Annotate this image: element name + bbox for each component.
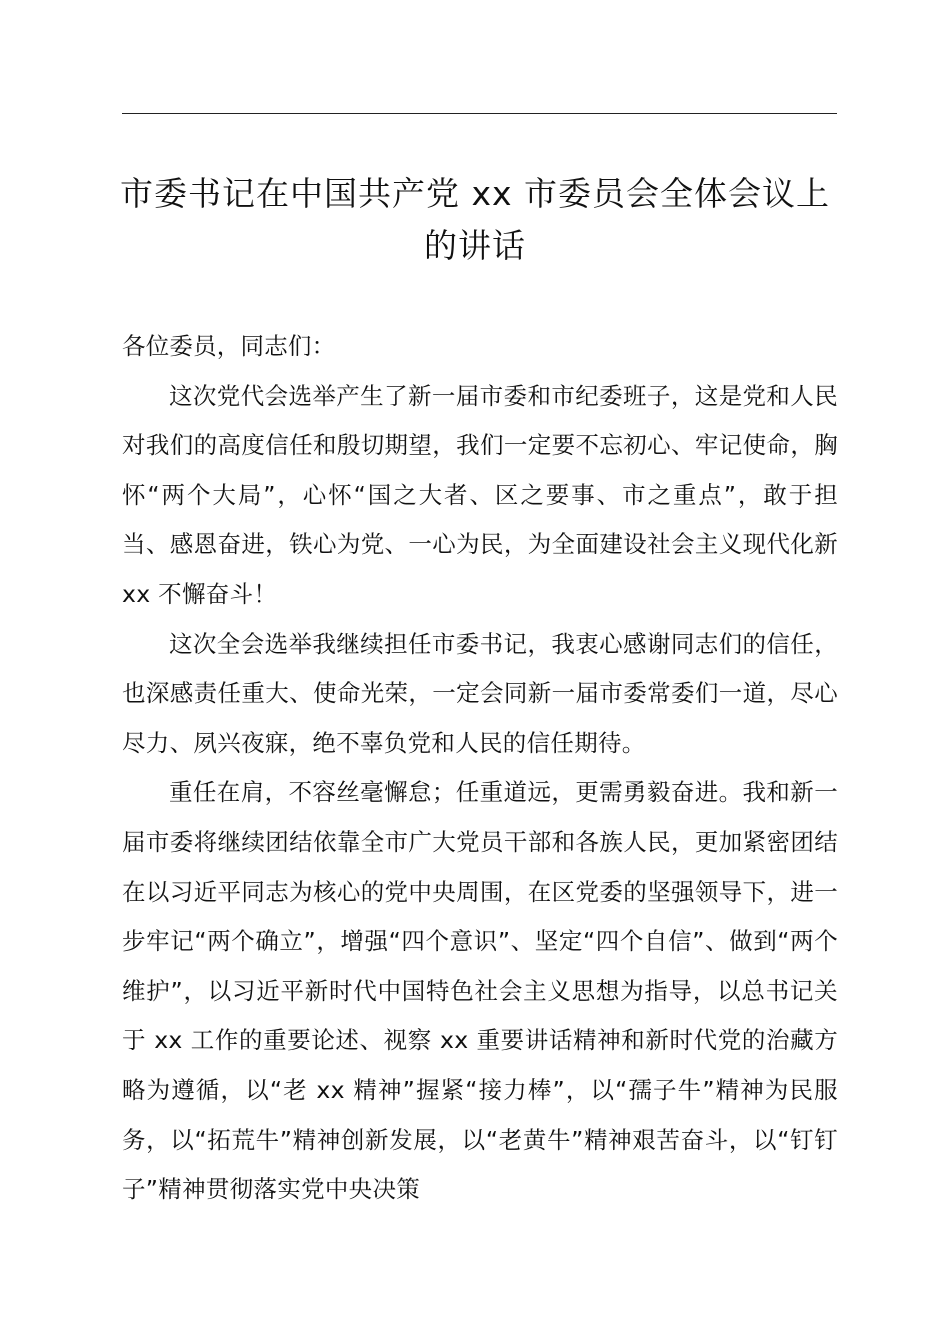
paragraph-2: 这次全会选举我继续担任市委书记，我衷心感谢同志们的信任，也深感责任重大、使命光荣，一定会同新一届市委常委们一道，尽心尽力、夙兴夜寐，绝不辜负党和人民的信任期待。	[122, 629, 838, 757]
paragraph-1: 这次党代会选举产生了新一届市委和市纪委班子，这是党和人民对我们的高度信任和殷切期望，我们一定要不忘初心、牢记使命，胸怀“两个大局”，心怀“国之大者、区之要事、市之重点”，敢于担当、感恩奋进，铁心为党、一心为民，为全面建设社会主义现代化新 xx 不懈奋斗！	[122, 381, 838, 608]
document-title: 市委书记在中国共产党 xx 市委员会全体会议上的讲话	[119, 174, 831, 265]
document-body	[122, 322, 838, 1215]
paragraph-3: 重任在肩，不容丝毫懈怠；任重道远，更需勇毅奋进。我和新一届市委将继续团结依靠全市广大党员干部和各族人民，更加紧密团结在以习近平同志为核心的党中央周围，在区党委的坚强领导下，进一步牢记“两个确立”，增强“四个意识”、坚定“四个自信”、做到“两个维护”，以习近平新时代中国特色社会主义思想为指导，以总书记关于 xx 工作的重要论述、视察 xx 重要讲话精神和新时代党的治藏方略为遵循，以“老 xx 精神”握紧“接力棒”，以“孺子牛”精神为民服务，以“拓荒牛”精神创新发展，以“老黄牛”精神艰苦奋斗，以“钉钉子”精神贯彻落实党中央决策	[122, 778, 838, 1204]
header-rule	[122, 113, 837, 114]
salutation: 各位委员，同志们：	[122, 332, 336, 360]
